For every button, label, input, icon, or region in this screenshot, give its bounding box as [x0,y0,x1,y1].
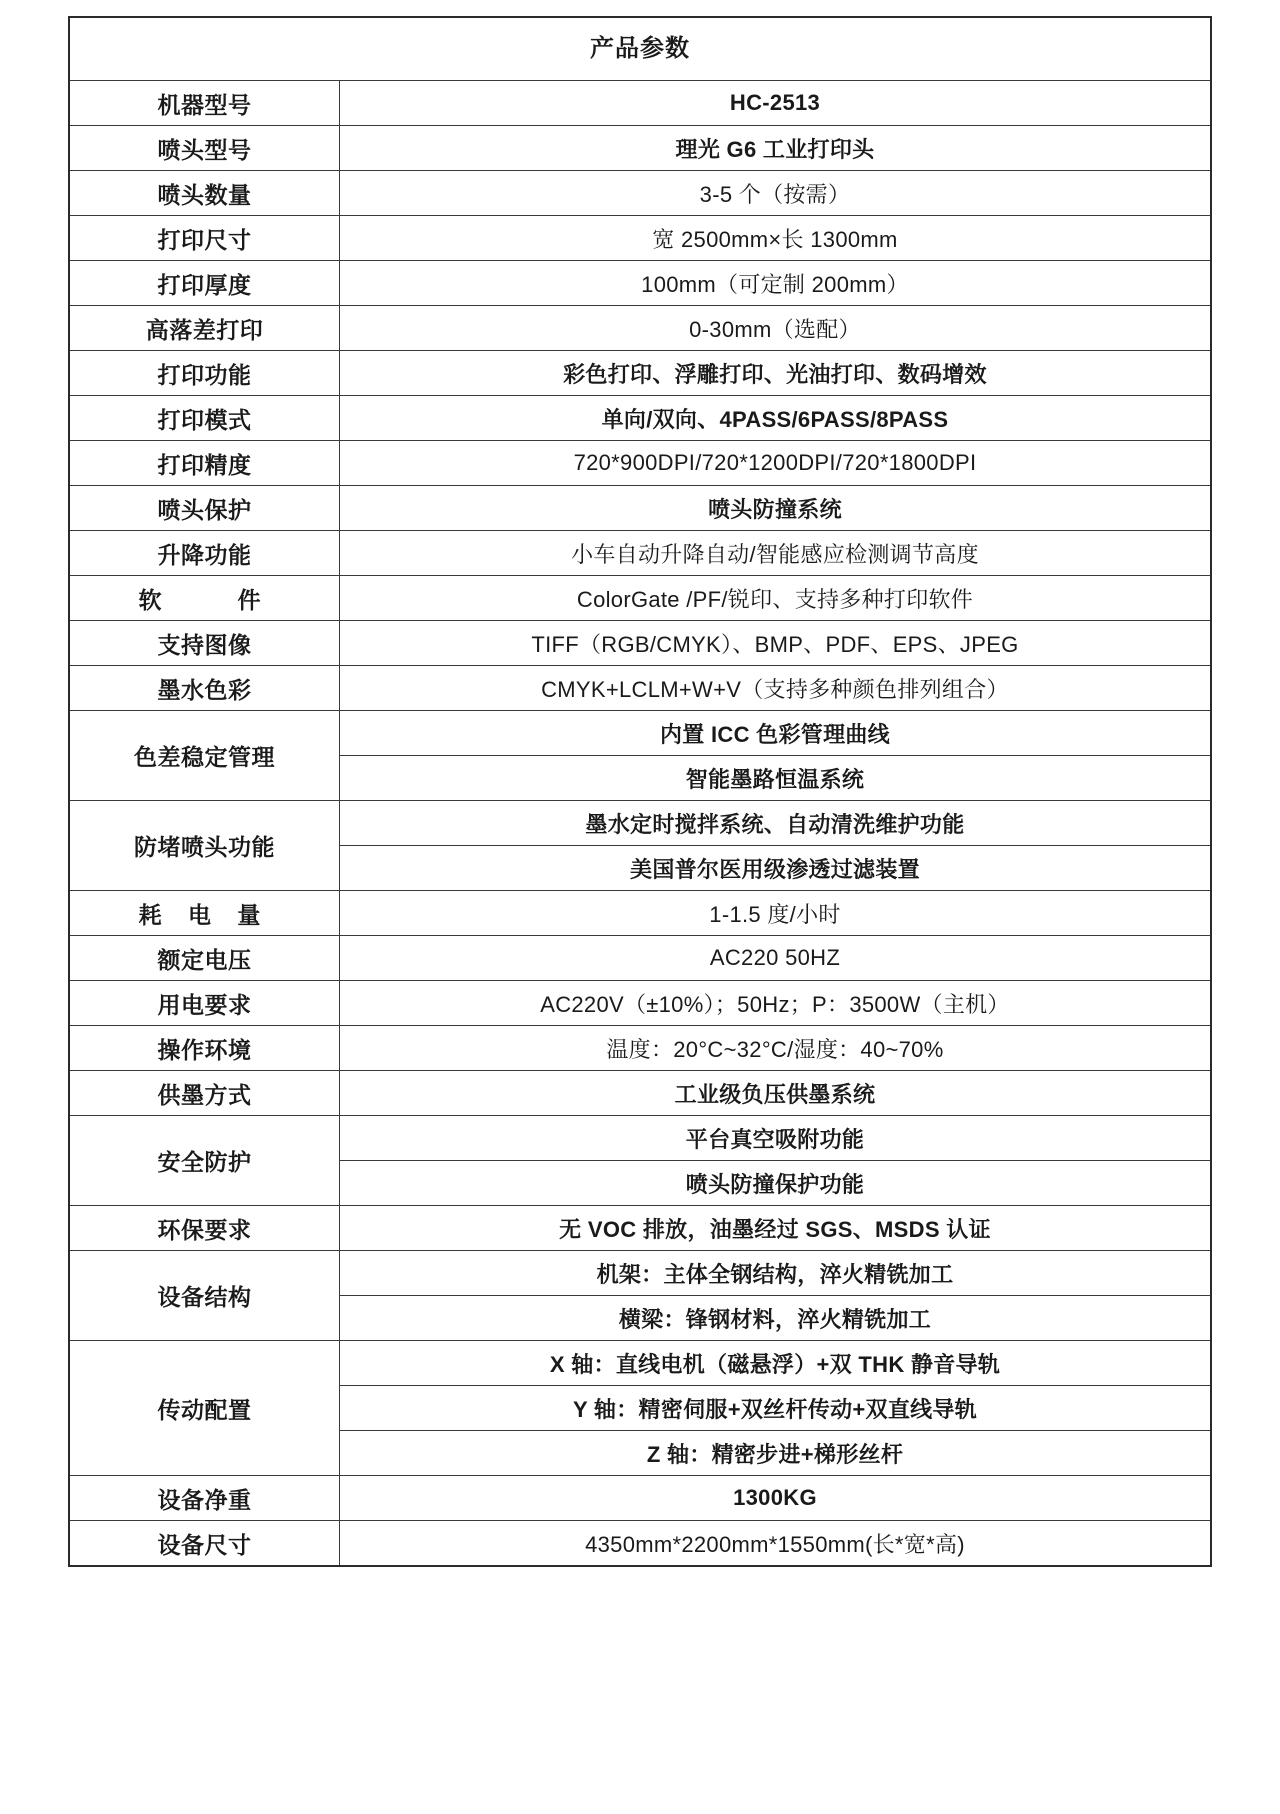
table-row [69,576,1211,621]
table-row [69,981,1211,1026]
spec-label-cell: 支持图像 [69,621,339,666]
spec-value-cell: 无 VOC 排放，油墨经过 SGS、MSDS 认证 [339,1206,1211,1251]
table-row [69,891,1211,936]
spec-label-cell: 软 件 [69,576,339,621]
spec-value-cell: HC-2513 [339,81,1211,126]
spec-value-cell: 1300KG [339,1476,1211,1521]
spec-label-cell: 环保要求 [69,1206,339,1251]
spec-value-cell: 机架：主体全钢结构，淬火精铣加工 [339,1251,1211,1296]
spec-label-cell: 额定电压 [69,936,339,981]
spec-label-cell: 设备结构 [69,1251,339,1341]
spec-value-cell: 墨水定时搅拌系统、自动清洗维护功能 [339,801,1211,846]
spec-label-cell: 喷头保护 [69,486,339,531]
spec-label-cell: 设备尺寸 [69,1521,339,1567]
spec-label-cell: 喷头数量 [69,171,339,216]
spec-label-cell: 传动配置 [69,1341,339,1476]
spec-table-body [69,17,1211,1566]
spec-value-cell: 宽 2500mm×长 1300mm [339,216,1211,261]
table-row [69,1476,1211,1521]
spec-value-cell: X 轴：直线电机（磁悬浮）+双 THK 静音导轨 [339,1341,1211,1386]
table-row [69,441,1211,486]
spec-label-cell: 打印尺寸 [69,216,339,261]
table-row [69,801,1211,846]
spec-value-cell: 彩色打印、浮雕打印、光油打印、数码增效 [339,351,1211,396]
spec-value-cell: AC220 50HZ [339,936,1211,981]
spec-label-cell: 操作环境 [69,1026,339,1071]
spec-label-cell: 墨水色彩 [69,666,339,711]
spec-value-cell: ColorGate /PF/锐印、支持多种打印软件 [339,576,1211,621]
table-row [69,936,1211,981]
table-title-row [69,17,1211,81]
table-row [69,1341,1211,1386]
table-row [69,711,1211,756]
spec-label-cell: 喷头型号 [69,126,339,171]
table-row [69,531,1211,576]
spec-value-cell: 小车自动升降自动/智能感应检测调节高度 [339,531,1211,576]
spec-label-cell: 打印精度 [69,441,339,486]
spec-label-cell: 设备净重 [69,1476,339,1521]
spec-value-cell: 单向/双向、4PASS/6PASS/8PASS [339,396,1211,441]
spec-value-cell: 100mm（可定制 200mm） [339,261,1211,306]
spec-value-cell: 温度：20°C~32°C/湿度：40~70% [339,1026,1211,1071]
table-row [69,81,1211,126]
spec-label-cell: 打印厚度 [69,261,339,306]
page-title: 产品参数 [69,17,1211,81]
spec-label-cell: 高落差打印 [69,306,339,351]
product-spec-table [68,16,1212,1567]
table-row [69,306,1211,351]
table-row [69,1071,1211,1116]
spec-label-cell: 耗 电 量 [69,891,339,936]
spec-value-cell: 智能墨路恒温系统 [339,756,1211,801]
spec-value-cell: 理光 G6 工业打印头 [339,126,1211,171]
spec-value-cell: 1-1.5 度/小时 [339,891,1211,936]
spec-value-cell: 美国普尔医用级渗透过滤装置 [339,846,1211,891]
spec-label-cell: 色差稳定管理 [69,711,339,801]
table-row [69,126,1211,171]
spec-value-cell: 4350mm*2200mm*1550mm(长*宽*高) [339,1521,1211,1567]
table-row [69,396,1211,441]
table-row [69,1521,1211,1567]
spec-value-cell: 3-5 个（按需） [339,171,1211,216]
table-row [69,216,1211,261]
table-row [69,666,1211,711]
spec-value-cell: 内置 ICC 色彩管理曲线 [339,711,1211,756]
table-row [69,1116,1211,1161]
table-row [69,621,1211,666]
table-row [69,261,1211,306]
spec-value-cell: 平台真空吸附功能 [339,1116,1211,1161]
table-row [69,1026,1211,1071]
spec-value-cell: TIFF（RGB/CMYK）、BMP、PDF、EPS、JPEG [339,621,1211,666]
spec-label-cell: 打印功能 [69,351,339,396]
spec-value-cell: Y 轴：精密伺服+双丝杆传动+双直线导轨 [339,1386,1211,1431]
spec-label-cell: 机器型号 [69,81,339,126]
spec-label-cell: 防堵喷头功能 [69,801,339,891]
spec-label-cell: 用电要求 [69,981,339,1026]
spec-value-cell: 0-30mm（选配） [339,306,1211,351]
spec-value-cell: 720*900DPI/720*1200DPI/720*1800DPI [339,441,1211,486]
table-row [69,171,1211,216]
table-row [69,486,1211,531]
spec-label-cell: 安全防护 [69,1116,339,1206]
spec-value-cell: AC220V（±10%）；50Hz；P：3500W（主机） [339,981,1211,1026]
table-row [69,351,1211,396]
spec-value-cell: 工业级负压供墨系统 [339,1071,1211,1116]
spec-value-cell: Z 轴：精密步进+梯形丝杆 [339,1431,1211,1476]
spec-value-cell: 喷头防撞系统 [339,486,1211,531]
spec-label-cell: 供墨方式 [69,1071,339,1116]
spec-value-cell: 横梁：锋钢材料，淬火精铣加工 [339,1296,1211,1341]
spec-label-cell: 打印模式 [69,396,339,441]
spec-value-cell: 喷头防撞保护功能 [339,1161,1211,1206]
table-row [69,1251,1211,1296]
spec-value-cell: CMYK+LCLM+W+V（支持多种颜色排列组合） [339,666,1211,711]
table-row [69,1206,1211,1251]
spec-label-cell: 升降功能 [69,531,339,576]
